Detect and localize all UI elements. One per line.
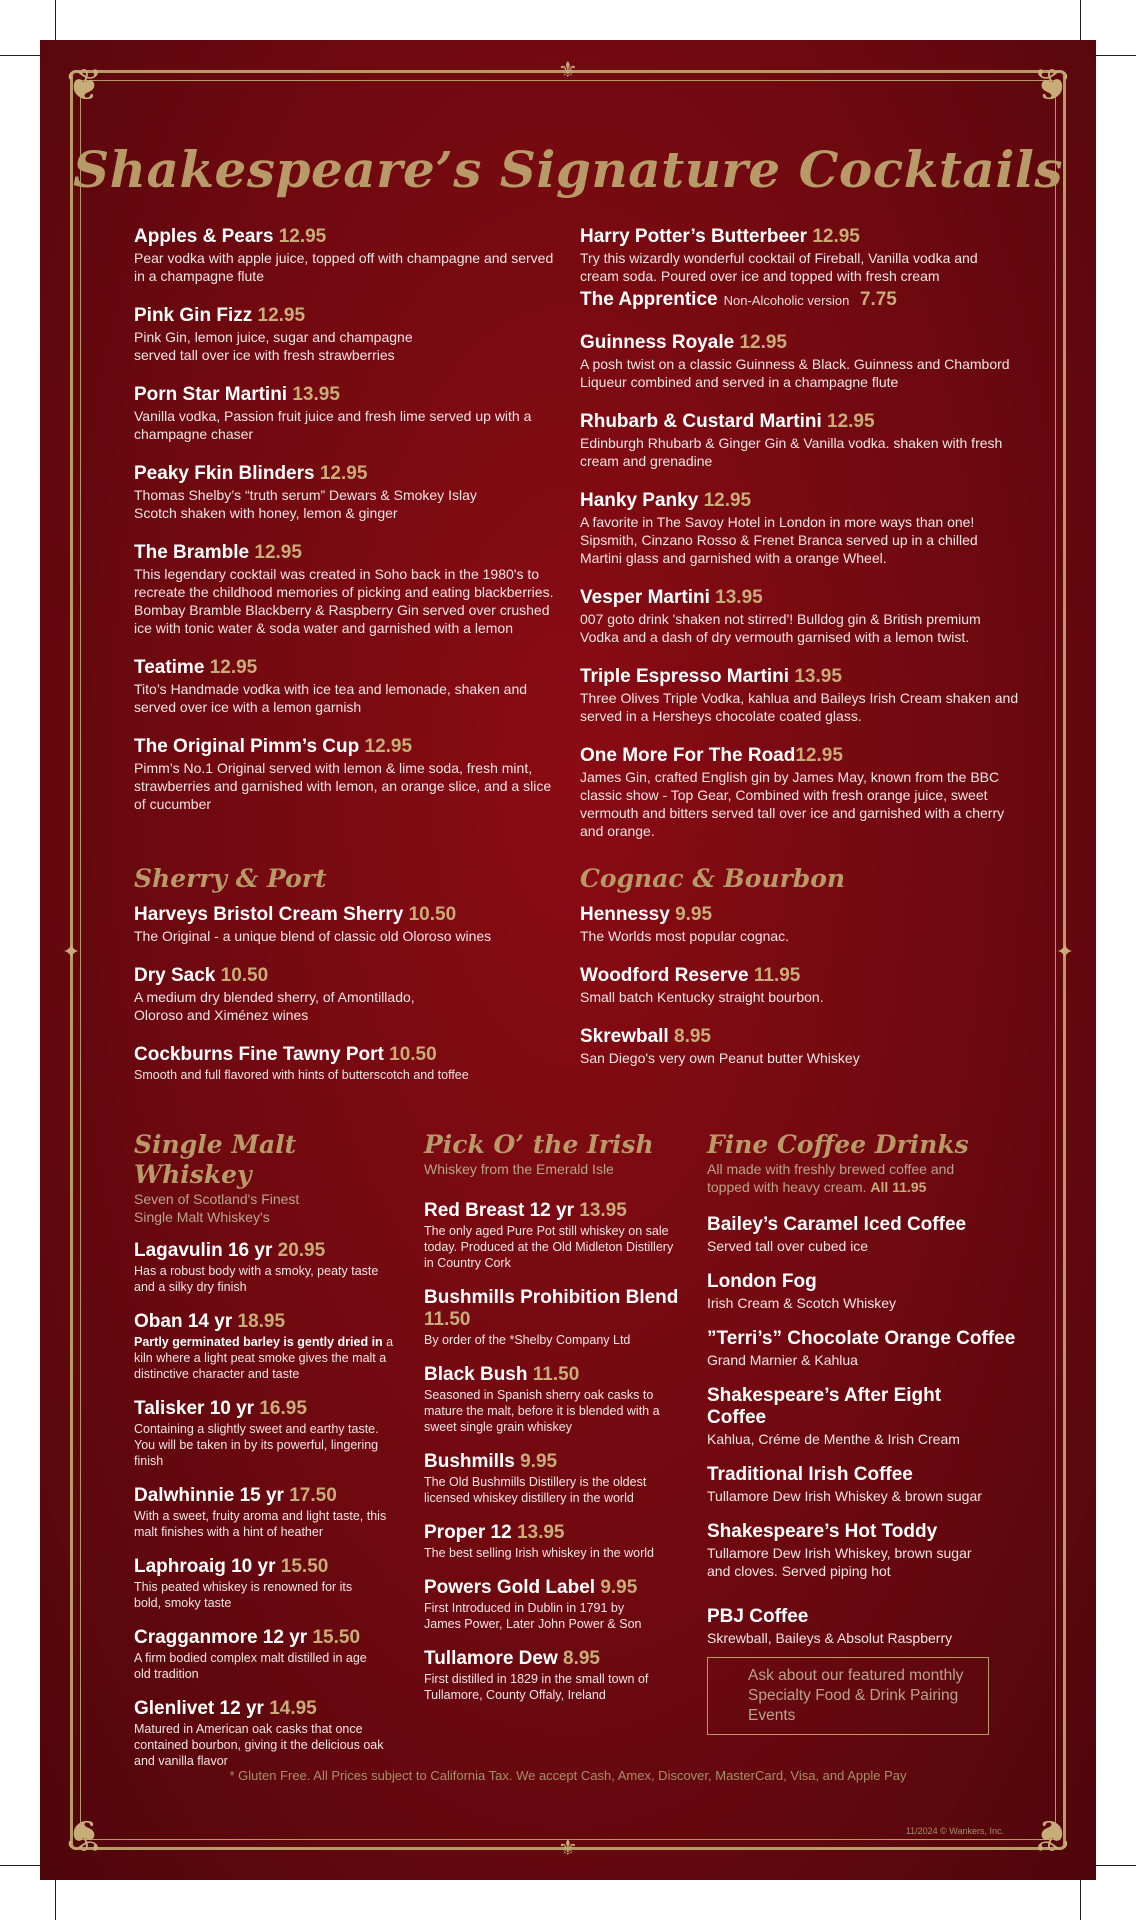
- item-description: Containing a slightly sweet and earthy taste. You will be taken in by its powerful, lingering finish: [134, 1422, 379, 1468]
- crop-mark: [0, 55, 40, 56]
- fleur-ornament-icon: ⚜: [558, 1836, 578, 1861]
- section-subtitle-text: All made with freshly brewed coffee and topped with heavy cream.: [707, 1161, 955, 1195]
- item-description: The best selling Irish whiskey in the world: [424, 1546, 654, 1560]
- item-description: Tullamore Dew Irish Whiskey, brown sugar and cloves. Served piping hot: [707, 1545, 972, 1579]
- item-description: Tito’s Handmade vodka with ice tea and lemonade, shaken and served over ice with a lemon garnish: [134, 681, 528, 715]
- item-name: Guinness Royale: [580, 332, 735, 353]
- menu-item: [580, 490, 1020, 567]
- item-description: Tullamore Dew Irish Whiskey & brown sugar: [707, 1488, 982, 1504]
- item-description: Matured in American oak casks that once contained bourbon, giving it the delicious oak and vanilla flavor: [134, 1722, 384, 1768]
- item-name: Shakespeare’s After Eight Coffee: [707, 1385, 942, 1428]
- item-name: Oban 14 yr: [134, 1311, 233, 1332]
- item-price: 11.50: [424, 1309, 471, 1330]
- item-description-bold: Partly germinated barley is gently dried in: [134, 1335, 383, 1349]
- item-description: Three Olives Triple Vodka, kahlua and Baileys Irish Cream shaken and served in a Hersheys chocolate coated glass.: [580, 690, 1019, 724]
- item-description: A firm bodied complex malt distilled in age old tradition: [134, 1651, 367, 1681]
- item-name: Powers Gold Label: [424, 1577, 596, 1598]
- item-description: Try this wizardly wonderful cocktail of Fireball, Vanilla vodka and cream soda. Poured over ice and topped with fresh cream: [580, 250, 978, 284]
- item-description: Smooth and full flavored with hints of butterscotch and toffee: [134, 1068, 469, 1082]
- coffee-drinks-section: [707, 1130, 1017, 1735]
- featured-events-box: Ask about our featured monthly Specialty Food & Drink Pairing Events: [707, 1657, 989, 1735]
- side-ornament-icon: ✦: [62, 940, 81, 965]
- crop-mark: [1096, 55, 1136, 56]
- item-price: 10.50: [408, 904, 457, 925]
- item-name: The Bramble: [134, 542, 250, 563]
- copyright: 11/2024 © Wankers, Inc.: [905, 1826, 1004, 1836]
- item-description: James Gin, crafted English gin by James May, known from the BBC classic show - Top Gear, Combined with fresh orange juice, sweet vermouth and bitters served tall over ice and garnished with a cherry and orange.: [580, 769, 1005, 839]
- corner-flourish-icon: ❦: [1033, 1809, 1070, 1860]
- menu-item: [424, 1364, 679, 1435]
- item-description: Pear vodka with apple juice, topped off with champagne and served in a champagne flute: [134, 250, 554, 284]
- item-name: ”Terri’s” Chocolate Orange Coffee: [707, 1328, 1016, 1349]
- crop-mark: [1080, 0, 1081, 40]
- menu-item: [134, 1698, 399, 1769]
- item-description: The Worlds most popular cognac.: [580, 928, 790, 944]
- item-price: 10.50: [389, 1044, 437, 1065]
- menu-item: [707, 1328, 1017, 1369]
- menu-item: [424, 1577, 679, 1632]
- menu-item: [134, 463, 564, 522]
- menu-item: [580, 904, 1000, 945]
- item-description: A posh twist on a classic Guinness & Black. Guinness and Chambord Liqueur combined and served in a champagne flute: [580, 356, 1010, 390]
- item-name: Harveys Bristol Cream Sherry: [134, 904, 404, 925]
- crop-mark: [1096, 1865, 1136, 1866]
- item-description: Irish Cream & Scotch Whiskey: [707, 1295, 897, 1311]
- item-price: 12.95: [827, 411, 875, 432]
- item-name: Hennessy: [580, 904, 670, 925]
- item-price: 7.75: [859, 289, 897, 310]
- corner-flourish-icon: ❦: [66, 60, 103, 111]
- item-price: 12.95: [257, 305, 306, 326]
- menu-item: [134, 226, 564, 285]
- item-name: Hanky Panky: [580, 490, 699, 511]
- item-description: Pimm’s No.1 Original served with lemon & lime soda, fresh mint, strawberries and garnished with lemon, an orange slice, and a slice of cucumber: [134, 760, 552, 812]
- item-description: The Original - a unique blend of classic old Oloroso wines: [134, 928, 492, 944]
- menu-item: [424, 1451, 679, 1506]
- section-heading: Fine Coffee Drinks: [707, 1130, 969, 1159]
- item-description: Thomas Shelby’s “truth serum” Dewars & Smokey Islay Scotch shaken with honey, lemon & ginger: [134, 487, 477, 521]
- sherry-port-section: [134, 864, 554, 1103]
- item-price: 17.50: [289, 1485, 337, 1506]
- item-description: With a sweet, fruity aroma and light taste, this malt finishes with a hint of heather: [134, 1509, 387, 1539]
- item-name: Woodford Reserve: [580, 965, 749, 986]
- menu-item: [707, 1606, 1017, 1647]
- section-heading: Single Malt Whiskey: [134, 1130, 297, 1189]
- menu-item: [580, 745, 1020, 840]
- item-name: Porn Star Martini: [134, 384, 288, 405]
- section-heading: Pick O’ the Irish: [424, 1130, 654, 1159]
- menu-item: [580, 332, 1020, 391]
- menu-item: [134, 1044, 554, 1083]
- item-description: First Introduced in Dublin in 1791 by James Power, Later John Power & Son: [424, 1601, 642, 1631]
- single-malt-section: [134, 1130, 399, 1769]
- item-price: 12.95: [364, 736, 413, 757]
- item-price: 12.95: [703, 490, 752, 511]
- section-subtitle: Whiskey from the Emerald Isle: [424, 1161, 614, 1177]
- item-description: First distilled in 1829 in the small town of Tullamore, County Offaly, Ireland: [424, 1672, 649, 1702]
- item-name: Black Bush: [424, 1364, 528, 1385]
- menu-item: [134, 1240, 399, 1295]
- item-price: 9.95: [675, 904, 713, 925]
- cocktails-left-column: [134, 226, 564, 833]
- crop-mark: [55, 1880, 56, 1920]
- item-price: 9.95: [520, 1451, 558, 1472]
- item-price: 15.50: [312, 1627, 361, 1648]
- menu-item: [580, 587, 1020, 646]
- menu-item: [134, 736, 564, 813]
- item-name: PBJ Coffee: [707, 1606, 809, 1627]
- item-description: Grand Marnier & Kahlua: [707, 1352, 858, 1368]
- menu-item: [580, 226, 1020, 285]
- menu-item: [424, 1648, 679, 1703]
- item-description: This legendary cocktail was created in Soho back in the 1980's to recreate the childhood memories of picking and eating blackberries. Bombay Bramble Blackberry & Raspberry Gin served over crushed ice with tonic water & soda water and garnished with a lemon: [134, 566, 554, 636]
- corner-flourish-icon: ❦: [1033, 60, 1070, 111]
- item-name: London Fog: [707, 1271, 817, 1292]
- crop-mark: [0, 1865, 40, 1866]
- item-description: This peated whiskey is renowned for its bold, smoky taste: [134, 1580, 353, 1610]
- item-price: 11.95: [753, 965, 801, 986]
- item-price: 12.95: [812, 226, 860, 247]
- section-subtitle: [707, 1160, 962, 1196]
- menu-item: [134, 1485, 399, 1540]
- item-name: Dalwhinnie 15 yr: [134, 1485, 284, 1506]
- item-price: 13.95: [794, 666, 842, 687]
- item-name: Lagavulin 16 yr: [134, 1240, 273, 1261]
- menu-item: [580, 1026, 1000, 1067]
- corner-flourish-icon: ❦: [66, 1809, 103, 1860]
- item-description: Small batch Kentucky straight bourbon.: [580, 989, 824, 1005]
- item-description: The Old Bushmills Distillery is the oldest licensed whiskey distillery in the world: [424, 1475, 647, 1505]
- item-description: [134, 1334, 399, 1382]
- item-name: Cragganmore 12 yr: [134, 1627, 308, 1648]
- item-description-rest: a kiln where a light peat smoke gives the malt a distinctive character and taste: [134, 1335, 394, 1381]
- item-name: Traditional Irish Coffee: [707, 1464, 913, 1485]
- item-name: Dry Sack: [134, 965, 216, 986]
- item-price: 9.95: [600, 1577, 638, 1598]
- menu-item: [134, 542, 564, 637]
- item-name: Tullamore Dew: [424, 1648, 558, 1669]
- item-description: Pink Gin, lemon juice, sugar and champagne served tall over ice with fresh strawberries: [134, 329, 413, 363]
- item-price: 13.95: [516, 1522, 565, 1543]
- item-description: A medium dry blended sherry, of Amontillado, Oloroso and Ximénez wines: [134, 989, 415, 1023]
- item-description: 007 goto drink 'shaken not stirred'! Bulldog gin & British premium Vodka and a dash of dry vermouth garnised with a lemon twist.: [580, 611, 981, 645]
- menu-item: [707, 1271, 1017, 1312]
- item-name: Red Breast 12 yr: [424, 1200, 574, 1221]
- item-name: Pink Gin Fizz: [134, 305, 253, 326]
- menu-title: Shakespeare’s Signature Cocktails: [73, 140, 1063, 199]
- item-note: Non-Alcoholic version: [723, 293, 850, 308]
- crop-mark: [55, 0, 56, 40]
- menu-item: [134, 1311, 399, 1382]
- side-ornament-icon: ✦: [1055, 940, 1074, 965]
- menu-item: [134, 1556, 399, 1611]
- item-name: Vesper Martini: [580, 587, 710, 608]
- item-price: 15.50: [280, 1556, 329, 1577]
- item-description: Vanilla vodka, Passion fruit juice and fresh lime served up with a champagne chaser: [134, 408, 532, 442]
- item-description: Seasoned in Spanish sherry oak casks to mature the malt, before it is blended with a sweet single grain whiskey: [424, 1388, 660, 1434]
- item-name: Teatime: [134, 657, 205, 678]
- item-description: San Diego's very own Peanut butter Whiskey: [580, 1050, 860, 1066]
- item-price: 12.95: [254, 542, 302, 563]
- item-price: 16.95: [259, 1398, 307, 1419]
- item-name: Bushmills Prohibition Blend: [424, 1287, 679, 1308]
- item-price: 12.95: [795, 745, 843, 766]
- menu-item: [134, 1398, 399, 1469]
- menu-item: [134, 657, 564, 716]
- item-name: One More For The Road: [580, 745, 796, 766]
- menu-item: [424, 1522, 679, 1561]
- menu-item: [134, 904, 554, 945]
- item-name: Rhubarb & Custard Martini: [580, 411, 822, 432]
- apprentice-item: [580, 289, 1020, 312]
- item-price: 13.95: [292, 384, 340, 405]
- item-name: Harry Potter’s Butterbeer: [580, 226, 808, 247]
- item-price: 12.95: [209, 657, 258, 678]
- menu-item: [134, 1627, 399, 1682]
- item-name: Talisker 10 yr: [134, 1398, 255, 1419]
- menu-item: [580, 666, 1020, 725]
- fleur-ornament-icon: ⚜: [558, 58, 578, 83]
- section-subtitle-price: All 11.95: [870, 1179, 927, 1195]
- item-price: 8.95: [674, 1026, 711, 1047]
- menu-item: [424, 1200, 679, 1271]
- item-description: Kahlua, Créme de Menthe & Irish Cream: [707, 1431, 960, 1447]
- item-price: 12.95: [278, 226, 327, 247]
- menu-item: [134, 384, 564, 443]
- section-subtitle: Seven of Scotland's Finest Single Malt Whiskey's: [134, 1191, 300, 1225]
- item-description: Skrewball, Baileys & Absolut Raspberry: [707, 1630, 953, 1646]
- menu-item: [424, 1287, 679, 1348]
- menu-item: [707, 1214, 1017, 1255]
- item-description: By order of the *Shelby Company Ltd: [424, 1333, 631, 1347]
- menu-page: [40, 40, 1096, 1880]
- item-price: 12.95: [739, 332, 787, 353]
- item-name: The Original Pimm’s Cup: [134, 736, 360, 757]
- item-name: Laphroaig 10 yr: [134, 1556, 276, 1577]
- cocktails-right-column: [580, 226, 1020, 860]
- item-price: 14.95: [269, 1698, 317, 1719]
- item-description: The only aged Pure Pot still whiskey on sale today. Produced at the Old Midleton Distillery in Country Cork: [424, 1224, 674, 1270]
- footer-note: * Gluten Free. All Prices subject to California Tax. We accept Cash, Amex, Discover, MasterCard, Visa, and Apple Pay: [229, 1768, 907, 1783]
- section-heading: Sherry & Port: [134, 864, 327, 893]
- item-name: Shakespeare’s Hot Toddy: [707, 1521, 938, 1542]
- item-description: Edinburgh Rhubarb & Ginger Gin & Vanilla vodka. shaken with fresh cream and grenadine: [580, 435, 1003, 469]
- menu-item: [707, 1385, 1017, 1448]
- item-name: The Apprentice: [580, 289, 718, 310]
- item-name: Cockburns Fine Tawny Port: [134, 1044, 384, 1065]
- item-name: Apples & Pears: [134, 226, 274, 247]
- menu-item: [707, 1464, 1017, 1505]
- item-description: Has a robust body with a smoky, peaty taste and a silky dry finish: [134, 1264, 379, 1294]
- item-price: 10.50: [220, 965, 269, 986]
- menu-item: [580, 411, 1020, 470]
- item-description: Served tall over cubed ice: [707, 1238, 869, 1254]
- cognac-bourbon-section: [580, 864, 1000, 1087]
- item-price: 11.50: [532, 1364, 580, 1385]
- item-price: 13.95: [579, 1200, 627, 1221]
- item-name: Triple Espresso Martini: [580, 666, 790, 687]
- item-price: 8.95: [563, 1648, 600, 1669]
- item-price: 12.95: [319, 463, 368, 484]
- irish-whiskey-section: [424, 1130, 679, 1703]
- menu-item: [134, 305, 564, 364]
- item-name: Proper 12: [424, 1522, 512, 1543]
- item-price: 13.95: [715, 587, 763, 608]
- menu-item: [580, 965, 1000, 1006]
- item-price: 20.95: [277, 1240, 326, 1261]
- section-heading: Cognac & Bourbon: [580, 864, 846, 893]
- menu-item: [134, 965, 554, 1024]
- menu-item: [707, 1521, 1017, 1580]
- item-description: A favorite in The Savoy Hotel in London in more ways than one! Sipsmith, Cinzano Rosso & Frenet Branca served up in a chilled Martini glass and garnished with a orange Wheel.: [580, 514, 978, 566]
- item-name: Skrewball: [580, 1026, 669, 1047]
- crop-mark: [1080, 1880, 1081, 1920]
- item-name: Bushmills: [424, 1451, 515, 1472]
- item-name: Glenlivet 12 yr: [134, 1698, 264, 1719]
- item-price: 18.95: [237, 1311, 286, 1332]
- item-name: Peaky Fkin Blinders: [134, 463, 315, 484]
- item-name: Bailey’s Caramel Iced Coffee: [707, 1214, 967, 1235]
